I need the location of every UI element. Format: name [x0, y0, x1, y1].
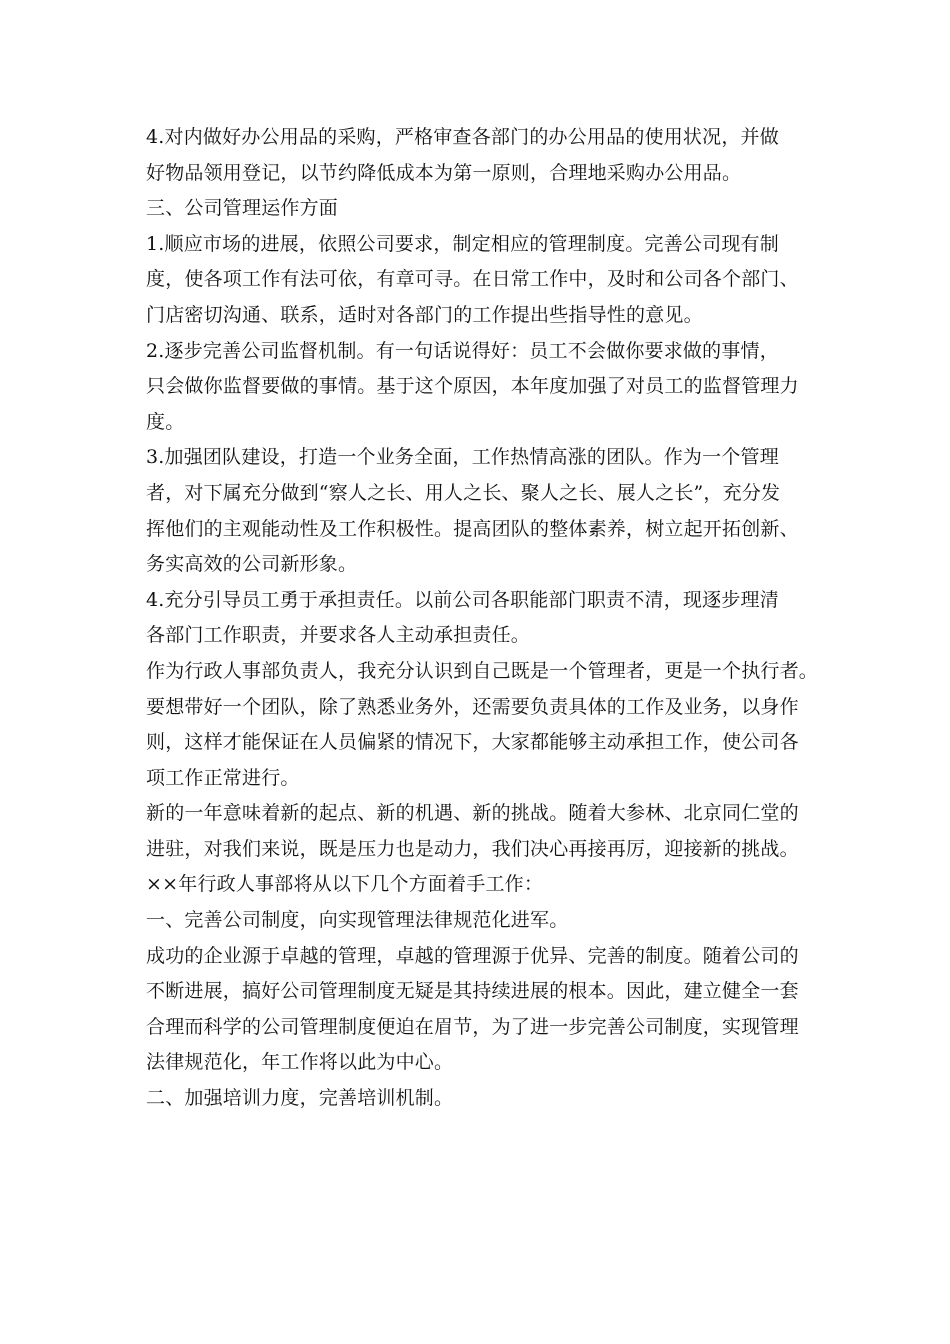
text-line: 度，使各项工作有法可依，有章可寻。在日常工作中，及时和公司各个部门、: [146, 268, 799, 291]
text-line: 2.逐步完善公司监督机制。有一句话说得好：员工不会做你要求做的事情，: [146, 339, 779, 362]
text-line: 作为行政人事部负责人，我充分认识到自己既是一个管理者，更是一个执行者。: [146, 659, 819, 682]
text-line: 好物品领用登记，以节约降低成本为第一原则，合理地采购办公用品。: [146, 161, 742, 184]
text-line: 则，这样才能保证在人员偏紧的情况下，大家都能够主动承担工作，使公司各: [146, 731, 799, 754]
text-line: 者，对下属充分做到“察人之长、用人之长、聚人之长、展人之长”，充分发: [146, 481, 781, 504]
text-line: 只会做你监督要做的事情。基于这个原因，本年度加强了对员工的监督管理力: [146, 375, 799, 398]
text-line: 门店密切沟通、联系，适时对各部门的工作提出些指导性的意见。: [146, 303, 703, 326]
text-line: 度。: [146, 410, 185, 433]
document-body: [146, 120, 836, 1117]
text-line: 3.加强团队建设，打造一个业务全面，工作热情高涨的团队。作为一个管理: [146, 446, 779, 469]
text-line: 项工作正常进行。: [146, 766, 300, 789]
text-line: 要想带好一个团队，除了熟悉业务外，还需要负责具体的工作及业务，以身作: [146, 695, 799, 718]
text-line: 4.充分引导员工勇于承担责任。以前公司各职能部门职责不清，现逐步理清: [146, 588, 779, 611]
text-line: 各部门工作职责，并要求各人主动承担责任。: [146, 624, 531, 647]
text-line: 新的一年意味着新的起点、新的机遇、新的挑战。随着大参林、北京同仁堂的: [146, 802, 799, 825]
text-line: 1.顺应市场的进展，依照公司要求，制定相应的管理制度。完善公司现有制: [146, 232, 779, 255]
text-line: 务实高效的公司新形象。: [146, 553, 358, 576]
text-line: ××年行政人事部将从以下几个方面着手工作：: [146, 873, 544, 896]
section-heading: 二、加强培训力度，完善培训机制。: [146, 1087, 454, 1110]
section-heading: 三、公司管理运作方面: [146, 197, 339, 220]
text-line: 挥他们的主观能动性及工作积极性。提高团队的整体素养，树立起开拓创新、: [146, 517, 799, 540]
text-line: 进驻，对我们来说，既是压力也是动力，我们决心再接再厉，迎接新的挑战。: [146, 837, 799, 860]
text-line: 不断进展，搞好公司管理制度无疑是其持续进展的根本。因此，建立健全一套: [146, 980, 799, 1003]
text-line: 4.对内做好办公用品的采购，严格审查各部门的办公用品的使用状况，并做: [146, 126, 779, 148]
text-line: 法律规范化，年工作将以此为中心。: [146, 1051, 454, 1074]
text-line: 成功的企业源于卓越的管理，卓越的管理源于优异、完善的制度。随着公司的: [146, 944, 799, 967]
section-heading: 一、完善公司制度，向实现管理法律规范化进军。: [146, 909, 569, 932]
text-line: 合理而科学的公司管理制度便迫在眉节，为了进一步完善公司制度，实现管理: [146, 1015, 799, 1038]
